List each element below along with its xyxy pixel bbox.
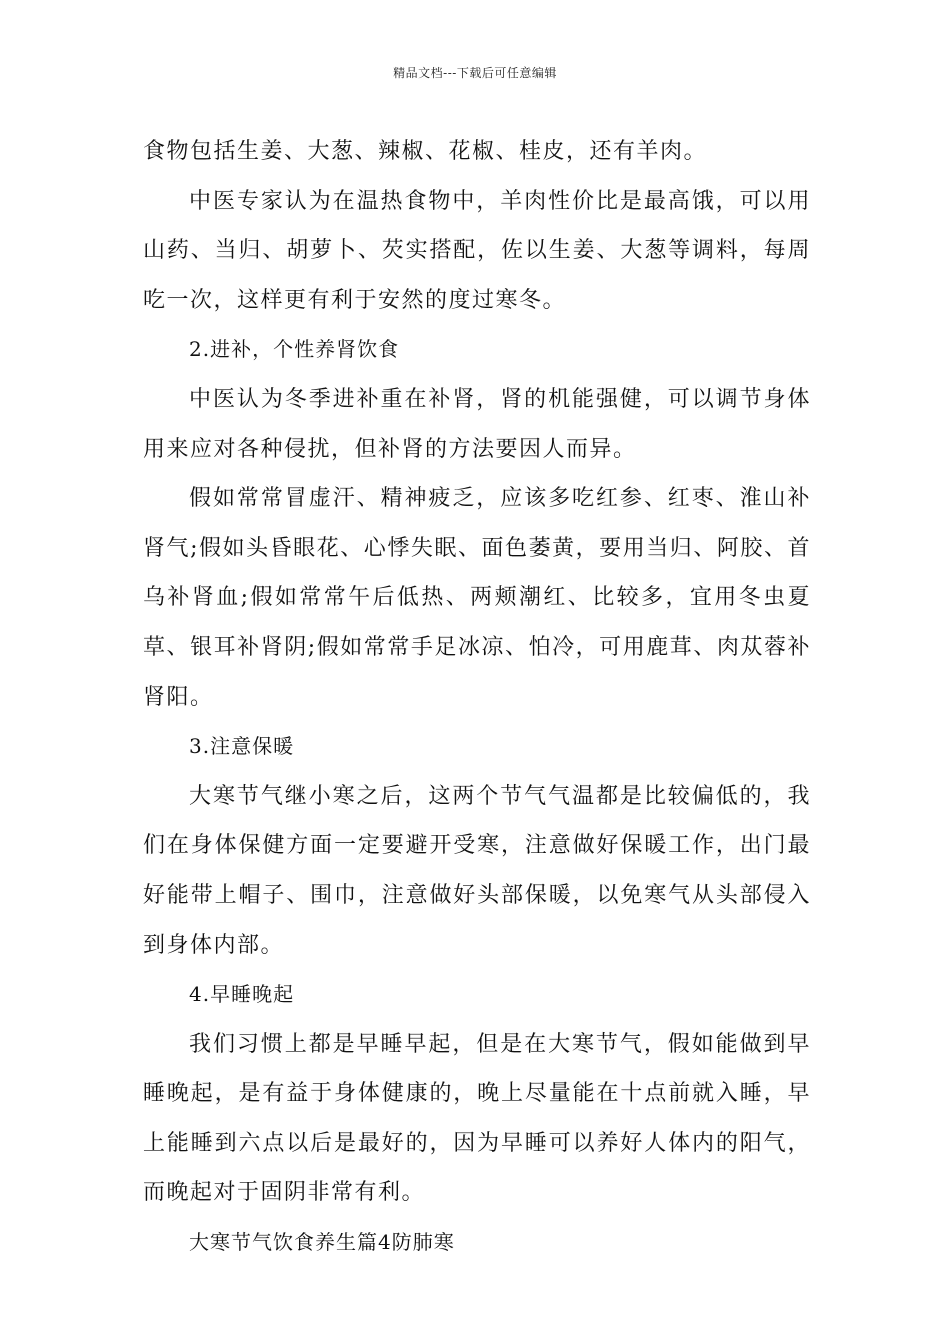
document-body xyxy=(143,127,811,1268)
section-heading: 2.进补，个性养肾饮食 xyxy=(189,337,400,362)
paragraph: 大寒节气继小寒之后，这两个节气气温都是比较偏低的，我们在身体保健方面一定要避开受寒，注意做好保暖工作，出门最好能带上帽子、围巾，注意做好头部保暖，以免寒气从头部侵入到身体内部。 xyxy=(143,783,811,958)
paragraph: 中医认为冬季进补重在补肾，肾的机能强健，可以调节身体用来应对各种侵扰，但补肾的方法要因人而异。 xyxy=(143,386,811,462)
page-header: 精品文档---下载后可任意编辑 xyxy=(393,66,557,80)
section-heading: 3.注意保暖 xyxy=(189,734,295,759)
section-heading: 4.早睡晚起 xyxy=(189,982,295,1007)
section-heading: 大寒节气饮食养生篇4防肺寒 xyxy=(189,1230,455,1255)
paragraph: 假如常常冒虚汗、精神疲乏，应该多吃红参、红枣、淮山补肾气;假如头昏眼花、心悸失眠、面色萎黄，要用当归、阿胶、首乌补肾血;假如常常午后低热、两颊潮红、比较多，宜用冬虫夏草、银耳补肾阴;假如常常手足冰凉、怕冷，可用鹿茸、肉苁蓉补肾阳。 xyxy=(143,486,811,710)
paragraph: 食物包括生姜、大葱、辣椒、花椒、桂皮，还有羊肉。 xyxy=(143,139,708,164)
paragraph: 中医专家认为在温热食物中，羊肉性价比是最高饿，可以用山药、当归、胡萝卜、芡实搭配，佐以生姜、大葱等调料，每周吃一次，这样更有利于安然的度过寒冬。 xyxy=(143,188,811,313)
paragraph: 我们习惯上都是早睡早起，但是在大寒节气，假如能做到早睡晚起，是有益于身体健康的，晚上尽量能在十点前就入睡，早上能睡到六点以后是最好的，因为早睡可以养好人体内的阳气，而晚起对于固阴非常有利。 xyxy=(143,1031,811,1206)
